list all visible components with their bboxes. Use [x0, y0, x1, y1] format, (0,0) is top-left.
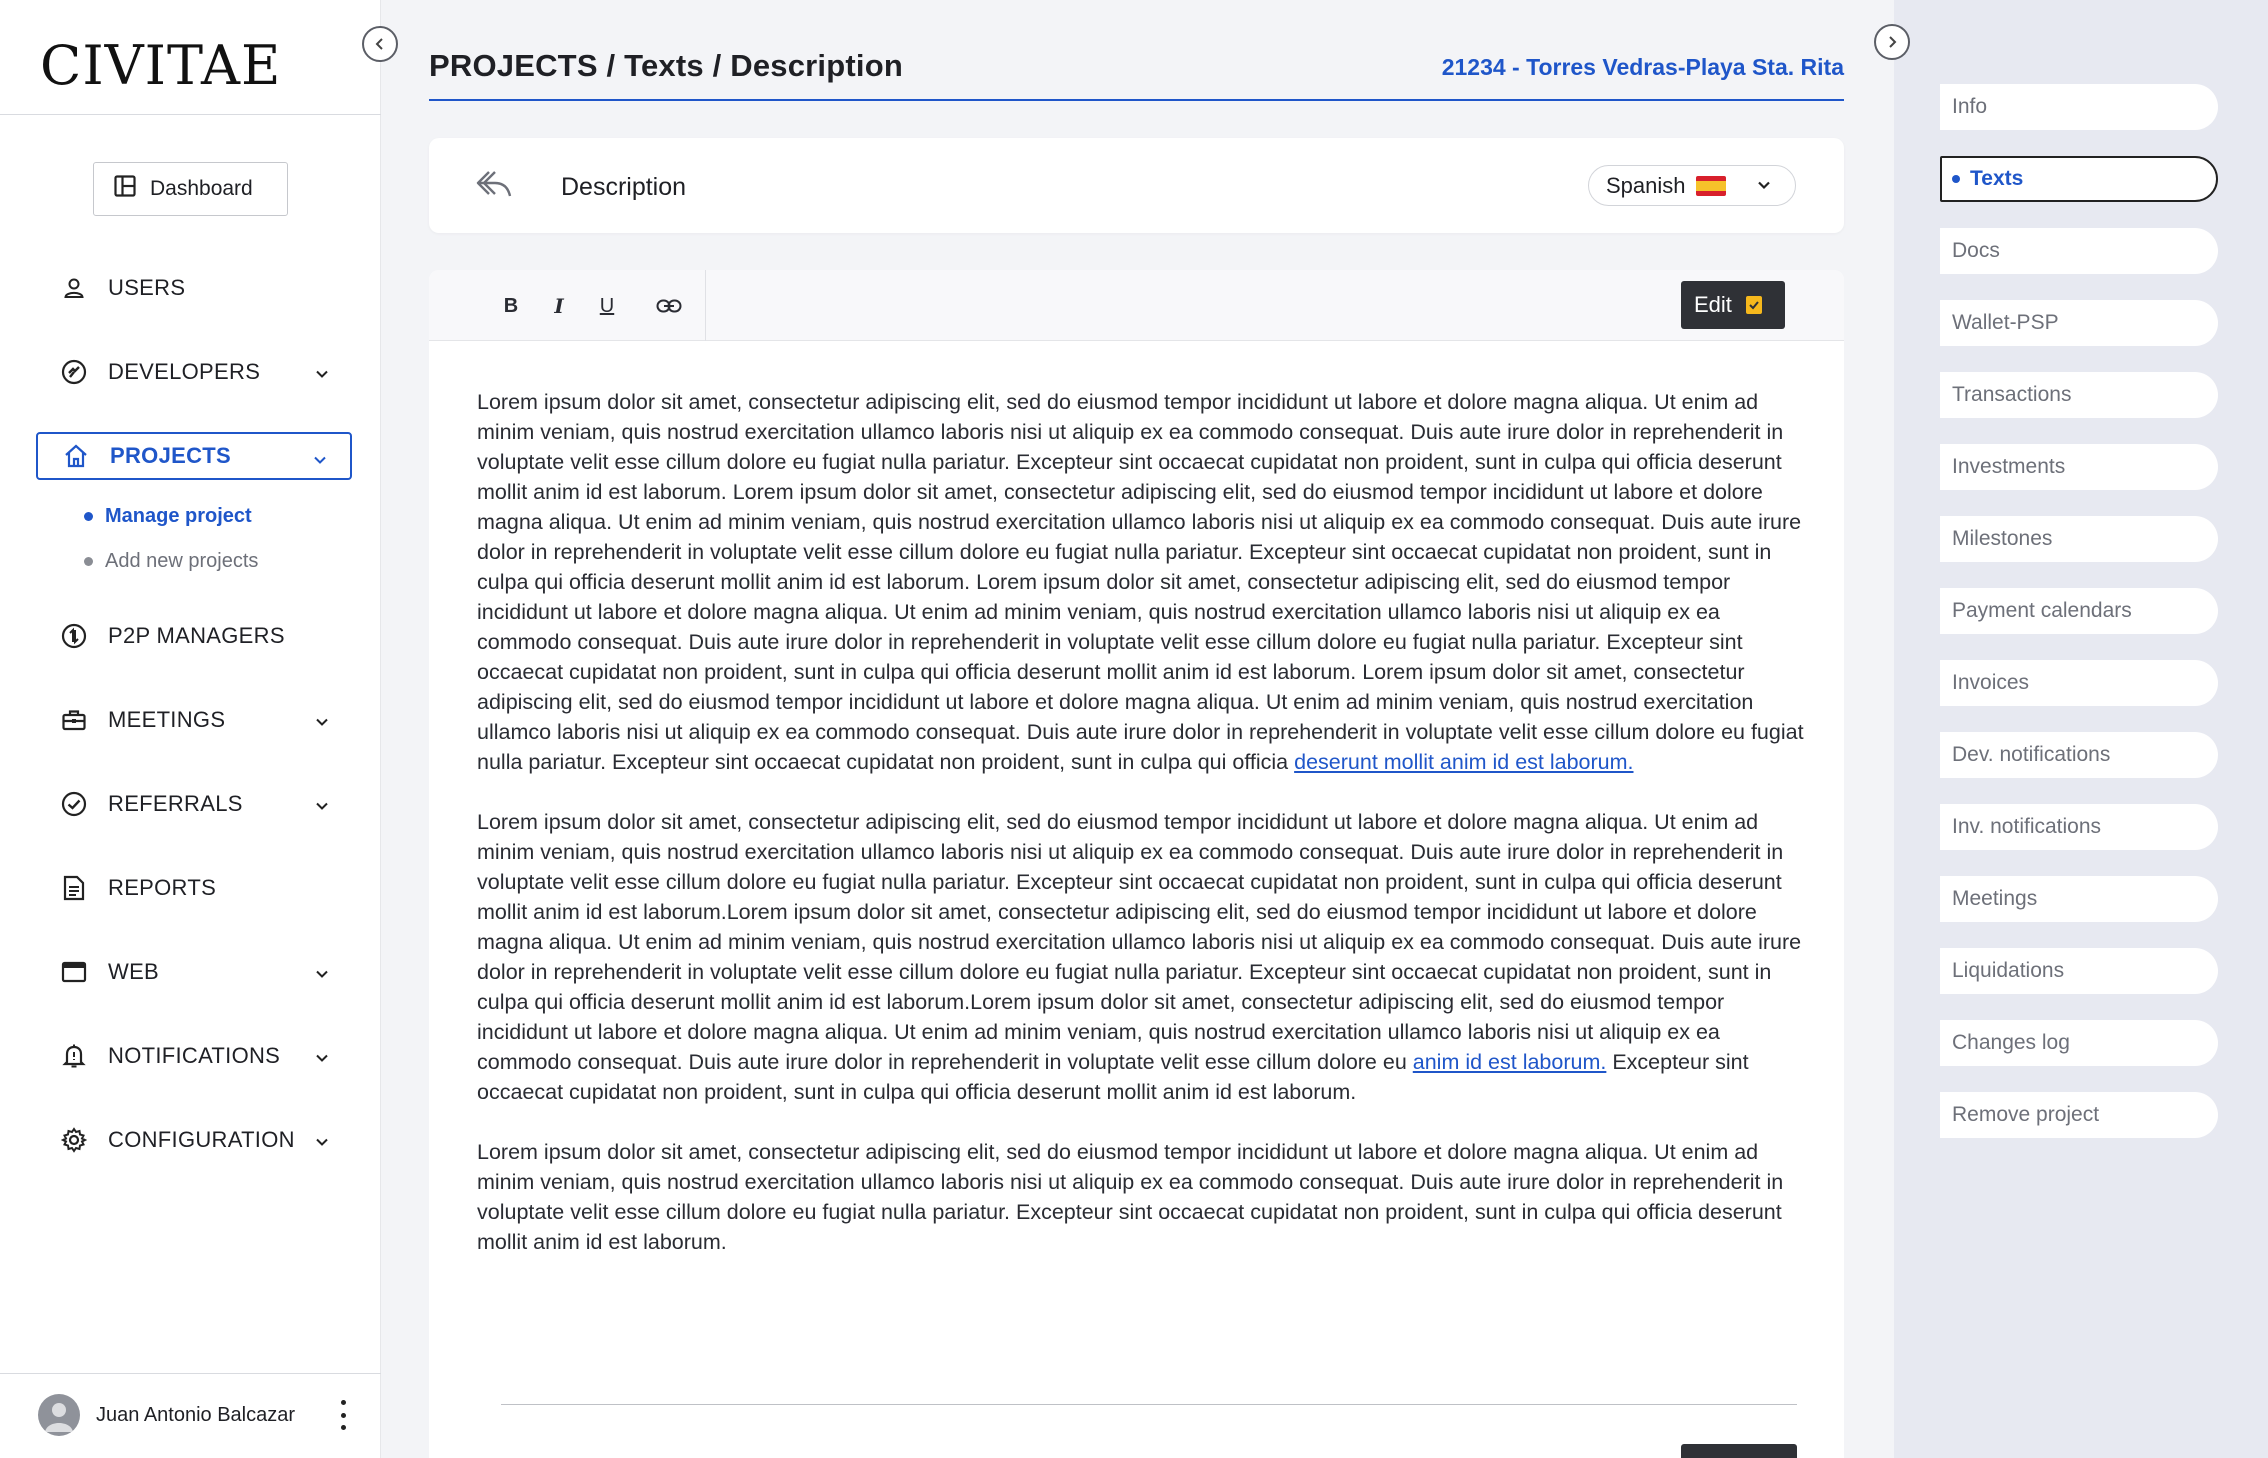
nav-label: REPORTS: [108, 875, 217, 900]
section-title: Description: [561, 173, 687, 201]
collapse-panel-button[interactable]: [1874, 24, 1910, 60]
nav-label: WEB: [108, 959, 160, 984]
chevron-down-icon: [1756, 173, 1772, 199]
chevron-down-icon: [314, 1046, 330, 1072]
nav-label: PROJECTS: [110, 443, 231, 468]
developers-icon: [60, 358, 88, 386]
underline-button[interactable]: U: [599, 294, 615, 317]
paragraph: [477, 807, 1807, 1107]
nav-item-developers[interactable]: [36, 348, 352, 396]
language-value: Spanish: [1606, 172, 1686, 198]
section-label: Docs: [1952, 239, 2000, 262]
avatar: [38, 1394, 80, 1436]
link-icon[interactable]: [655, 292, 683, 320]
section-meetings[interactable]: [1940, 876, 2218, 922]
editor-toolbar: [429, 270, 1844, 341]
section-milestones[interactable]: [1940, 516, 2218, 562]
divider: [0, 114, 381, 115]
paragraph-text: Lorem ipsum dolor sit amet, consectetur adipiscing elit, sed do eiusmod tempor incididunt ut labore et dolore magna aliqua. Ut enim ad minim veniam, quis nostrud exercitation ullamco laboris nisi ut aliquip ex ea commodo consequat. Duis aute irure dolor in reprehenderit in voluptate velit esse cillum dolore eu fugiat nulla pariatur. Excepteur sint occaecat cupidatat non proident, sunt in culpa qui officia deserunt mollit anim id est laborum. Lorem ipsum dolor sit amet, consectetur adipiscing elit, sed do eiusmod tempor incididunt ut labore et dolore magna aliqua. Ut enim ad minim veniam, quis nostrud exercitation ullamco laboris nisi ut aliquip ex ea commodo consequat. Duis aute irure dolor in reprehenderit in voluptate velit esse cillum dolore eu fugiat nulla pariatur. Excepteur sint occaecat cupidatat non proident, sunt in culpa qui officia deserunt mollit anim id est laborum. Lorem ipsum dolor sit amet, consectetur adipiscing elit, sed do eiusmod tempor incididunt ut labore et dolore magna aliqua. Ut enim ad minim veniam, quis nostrud exercitation ullamco laboris nisi ut aliquip ex ea commodo consequat. Duis aute irure dolor in reprehenderit in voluptate velit esse cillum dolore eu fugiat nulla pariatur. Excepteur sint occaecat cupidatat non proident, sunt in culpa qui officia deserunt mollit anim id est laborum. Lorem ipsum dolor sit amet, consectetur adipiscing elit, sed do eiusmod tempor incididunt ut labore et dolore magna aliqua. Ut enim ad minim veniam, quis nostrud exercitation ullamco laboris nisi ut aliquip ex ea commodo consequat. Duis aute irure dolor in reprehenderit in voluptate velit esse cillum dolore eu fugiat nulla pariatur. Excepteur sint occaecat cupidatat non proident, sunt in culpa qui officia: [477, 390, 1804, 774]
nav-item-configuration[interactable]: [36, 1116, 352, 1164]
section-label: Invoices: [1952, 671, 2030, 694]
text-editor: [429, 270, 1844, 1458]
section-label: Inv. notifications: [1952, 815, 2102, 838]
user-icon: [60, 274, 88, 302]
nav-item-referrals[interactable]: [36, 780, 352, 828]
collapse-sidebar-button[interactable]: [362, 26, 398, 62]
edit-label: Edit: [1694, 292, 1732, 317]
nav-item-web[interactable]: [36, 948, 352, 996]
section-label: Dev. notifications: [1952, 743, 2111, 766]
inline-link[interactable]: deserunt mollit anim id est laborum.: [1294, 750, 1634, 774]
bullet: [84, 557, 93, 566]
section-transactions[interactable]: [1940, 372, 2218, 418]
nav-label: CONFIGURATION: [108, 1127, 295, 1152]
edit-check-icon: [1746, 296, 1762, 314]
chevron-down-icon: [314, 710, 330, 736]
section-label: Wallet-PSP: [1952, 311, 2059, 334]
nav-label: NOTIFICATIONS: [108, 1043, 281, 1068]
spain-flag-icon: [1696, 176, 1726, 196]
paragraph-text: Lorem ipsum dolor sit amet, consectetur adipiscing elit, sed do eiusmod tempor incididunt ut labore et dolore magna aliqua. Ut enim ad minim veniam, quis nostrud exercitation ullamco laboris nisi ut aliquip ex ea commodo consequat. Duis aute irure dolor in reprehenderit in voluptate velit esse cillum dolore eu fugiat nulla pariatur. Excepteur sint occaecat cupidatat non proident, sunt in culpa qui officia deserunt mollit anim id est laborum.: [477, 1140, 1784, 1254]
sub-item-label: Manage project: [105, 505, 252, 527]
section-label: Payment calendars: [1952, 599, 2132, 622]
header-underline: [429, 99, 1844, 101]
project-sections-panel: [1894, 0, 2268, 1458]
chevron-down-icon: [314, 362, 330, 388]
user-profile[interactable]: [38, 1394, 295, 1436]
section-label: Investments: [1952, 455, 2066, 478]
check-circle-icon: [60, 790, 88, 818]
briefcase-icon: [60, 706, 88, 734]
nav-label: REFERRALS: [108, 791, 243, 816]
section-investments[interactable]: [1940, 444, 2218, 490]
reply-back-icon[interactable]: [475, 168, 513, 205]
section-texts[interactable]: [1940, 156, 2218, 202]
section-wallet-psp[interactable]: [1940, 300, 2218, 346]
nav-label: USERS: [108, 275, 186, 300]
section-docs[interactable]: [1940, 228, 2218, 274]
home-icon: [62, 442, 90, 470]
gear-icon: [60, 1126, 88, 1154]
section-label: Changes log: [1952, 1031, 2070, 1054]
chevron-down-icon: [314, 794, 330, 820]
divider: [0, 1373, 381, 1374]
logo: CIVITAE: [40, 34, 282, 97]
section-liquidations[interactable]: [1940, 948, 2218, 994]
section-label: Liquidations: [1952, 959, 2065, 982]
project-reference-link[interactable]: 21234 - Torres Vedras-Playa Sta. Rita: [1441, 54, 1844, 80]
chevron-down-icon: [314, 1130, 330, 1156]
p2p-icon: [60, 622, 88, 650]
sub-item-add-new-projects[interactable]: [84, 550, 258, 573]
bold-button[interactable]: B: [503, 294, 519, 317]
italic-button[interactable]: I: [554, 294, 564, 318]
section-dev-notifications[interactable]: [1940, 732, 2218, 778]
description-header-card: [429, 138, 1844, 233]
save-button[interactable]: [1681, 1444, 1797, 1458]
bullet: [84, 512, 93, 521]
nav-label: P2P MANAGERS: [108, 623, 285, 648]
document-icon: [60, 874, 88, 902]
bullet: [1952, 175, 1960, 183]
nav-item-reports[interactable]: [36, 864, 352, 912]
paragraph-text: Lorem ipsum dolor sit amet, consectetur adipiscing elit, sed do eiusmod tempor incididunt ut labore et dolore magna aliqua. Ut enim ad minim veniam, quis nostrud exercitation ullamco laboris nisi ut aliquip ex ea commodo consequat. Duis aute irure dolor in reprehenderit in voluptate velit esse cillum dolore eu fugiat nulla pariatur. Excepteur sint occaecat cupidatat non proident, sunt in culpa qui officia deserunt mollit anim id est laborum.Lorem ipsum dolor sit amet, consectetur adipiscing elit, sed do eiusmod tempor incididunt ut labore et dolore magna aliqua. Ut enim ad minim veniam, quis nostrud exercitation ullamco laboris nisi ut aliquip ex ea commodo consequat. Duis aute irure dolor in reprehenderit in voluptate velit esse cillum dolore eu fugiat nulla pariatur. Excepteur sint occaecat cupidatat non proident, sunt in culpa qui officia deserunt mollit anim id est laborum.Lorem ipsum dolor sit amet, consectetur adipiscing elit, sed do eiusmod tempor incididunt ut labore et dolore magna aliqua. Ut enim ad minim veniam, quis nostrud exercitation ullamco laboris nisi ut aliquip ex ea commodo consequat. Duis aute irure dolor in reprehenderit in voluptate velit esse cillum dolore eu: [477, 810, 1802, 1074]
nav-item-projects[interactable]: [36, 432, 352, 480]
section-label: Meetings: [1952, 887, 2038, 910]
sidebar: [0, 0, 381, 1458]
nav-label: MEETINGS: [108, 707, 226, 732]
dashboard-icon: [114, 175, 136, 203]
dashboard-button[interactable]: [93, 162, 288, 216]
bell-icon: [60, 1042, 88, 1070]
toolbar-divider: [705, 270, 706, 341]
section-label: Milestones: [1952, 527, 2053, 550]
nav-item-p2p-managers[interactable]: [36, 612, 352, 660]
section-label: Remove project: [1952, 1103, 2100, 1126]
chevron-down-icon: [314, 962, 330, 988]
breadcrumb: PROJECTS / Texts / Description: [429, 48, 903, 83]
sub-item-label: Add new projects: [105, 550, 259, 572]
edit-button[interactable]: [1681, 281, 1785, 329]
chevron-right-icon: [1885, 35, 1899, 49]
nav-item-users[interactable]: [36, 264, 352, 312]
nav-label: DEVELOPERS: [108, 359, 261, 384]
section-label: Transactions: [1952, 383, 2072, 406]
paragraph: [477, 1137, 1807, 1257]
section-inv-notifications[interactable]: [1940, 804, 2218, 850]
browser-window-icon: [60, 958, 88, 986]
section-changes-log[interactable]: [1940, 1020, 2218, 1066]
sub-item-manage-project[interactable]: [84, 505, 252, 528]
inline-link[interactable]: anim id est laborum.: [1412, 1050, 1607, 1074]
section-label: Info: [1952, 95, 1988, 118]
section-payment-calendars[interactable]: [1940, 588, 2218, 634]
section-info[interactable]: [1940, 84, 2218, 130]
divider: [501, 1404, 1797, 1405]
paragraph: [477, 387, 1807, 777]
nav-item-meetings[interactable]: [36, 696, 352, 744]
user-name: Juan Antonio Balcazar: [96, 1403, 296, 1426]
chevron-down-icon: [312, 448, 328, 474]
language-select[interactable]: [1588, 165, 1796, 206]
dashboard-label: Dashboard: [150, 177, 253, 200]
more-options-icon[interactable]: [338, 1400, 348, 1430]
editor-content[interactable]: [477, 387, 1807, 1287]
section-label: Texts: [1970, 167, 2024, 190]
chevron-left-icon: [373, 37, 387, 51]
section-remove-project[interactable]: [1940, 1092, 2218, 1138]
nav-item-notifications[interactable]: [36, 1032, 352, 1080]
section-invoices[interactable]: [1940, 660, 2218, 706]
paragraph-text: Excepteur sint occaecat cupidatat non proident, sunt in culpa qui officia deserunt mollit anim id est laborum.: [477, 1050, 1749, 1104]
